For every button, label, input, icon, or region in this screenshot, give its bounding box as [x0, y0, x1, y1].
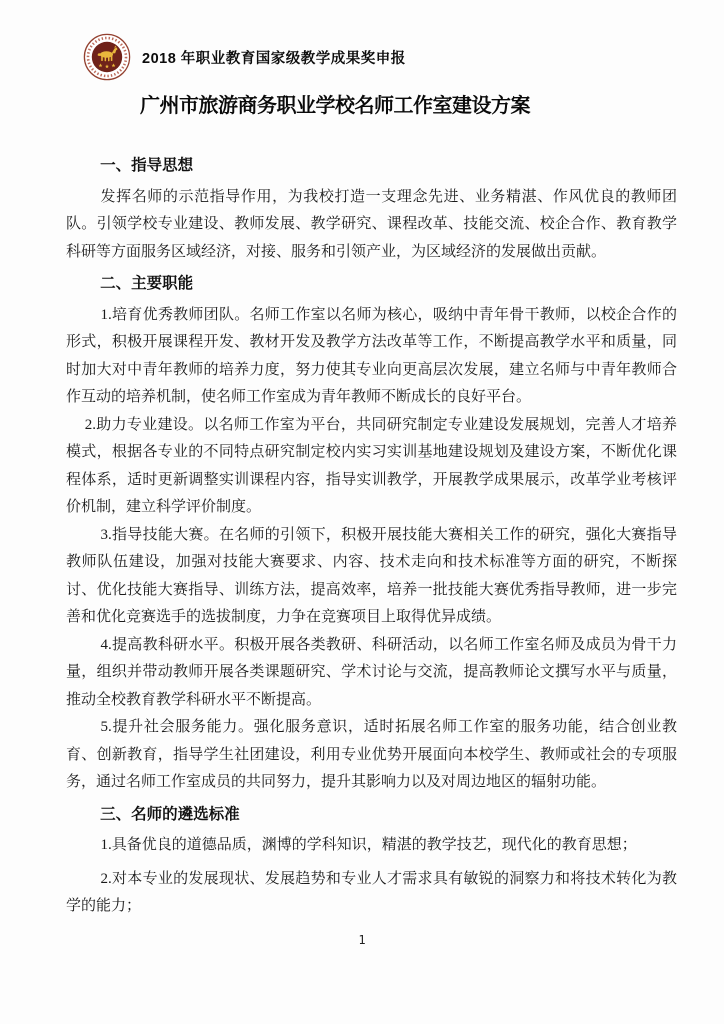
document-title: 广州市旅游商务职业学校名师工作室建设方案	[140, 95, 530, 117]
school-seal-logo	[83, 33, 131, 81]
body-paragraph: 2.助力专业建设。以名师工作室为平台，共同研究制定专业建设发展规划，完善人才培养模式，根据各专业的不同特点研究制定校内实习实训基地建设规划及建设方案，不断优化课程体系，适时更新调整实训课程内容，指导实训教学，开展教学成果展示，改革学业考核评价机制，建立科学评价制度。	[66, 416, 677, 515]
award-application-label: 2018 年职业教育国家级教学成果奖申报	[142, 50, 406, 67]
body-paragraph: 发挥名师的示范指导作用，为我校打造一支理念先进、业务精湛、作风优良的教师团队。引领学校专业建设、教师发展、教学研究、课程改革、技能交流、校企合作、教育教学科研等方面服务区域经济，对接、服务和引领产业，为区域经济的发展做出贡献。	[66, 188, 677, 260]
document-header	[83, 0, 677, 81]
body-paragraph: 4.提高教科研水平。积极开展各类教研、科研活动，以名师工作室名师及成员为骨干力量，组织并带动教师开展各类课题研究、学术讨论与交流，提高教师论文撰写水平与质量，推动全校教育教学科研水平不断提高。	[66, 636, 677, 708]
page-number: 1	[358, 933, 366, 947]
section-heading: 三、名师的遴选标准	[100, 805, 240, 823]
body-paragraph: 5.提升社会服务能力。强化服务意识，适时拓展名师工作室的服务功能，结合创业教育、创新教育，指导学生社团建设，利用专业优势开展面向本校学生、教师或社会的专项服务，通过名师工作室成员的共同努力，提升其影响力以及对周边地区的辐射功能。	[66, 719, 677, 790]
body-paragraph: 1.具备优良的道德品质，渊博的学科知识，精湛的教学技艺，现代化的教育思想；	[100, 837, 637, 853]
body-paragraph: 1.培育优秀教师团队。名师工作室以名师为核心，吸纳中青年骨干教师，以校企合作的形式，积极开展课程开发、教材开发及教学方法改革等工作，不断提高教学水平和质量，同时加大对中青年教师的培养力度，努力使其专业向更高层次发展，建立名师与中青年教师合作互动的培养机制，使名师工作室成为青年教师不断成长的良好平台。	[66, 306, 677, 405]
section-heading: 二、主要职能	[100, 275, 194, 292]
body-paragraph: 3.指导技能大赛。在名师的引领下，积极开展技能大赛相关工作的研究，强化大赛指导教师队伍建设，加强对技能大赛要求、内容、技术走向和技术标准等方面的研究，不断探讨、优化技能大赛指导、训练方法，提高效率，培养一批技能大赛优秀指导教师，进一步完善和优化竞赛选手的选拔制度，力争在竞赛项目上取得优异成绩。	[66, 526, 677, 625]
section-heading: 一、指导思想	[100, 157, 194, 174]
document-body	[66, 152, 677, 921]
body-paragraph: 2.对本专业的发展现状、发展趋势和专业人才需求具有敏锐的洞察力和将技术转化为教学的能力；	[66, 870, 677, 914]
